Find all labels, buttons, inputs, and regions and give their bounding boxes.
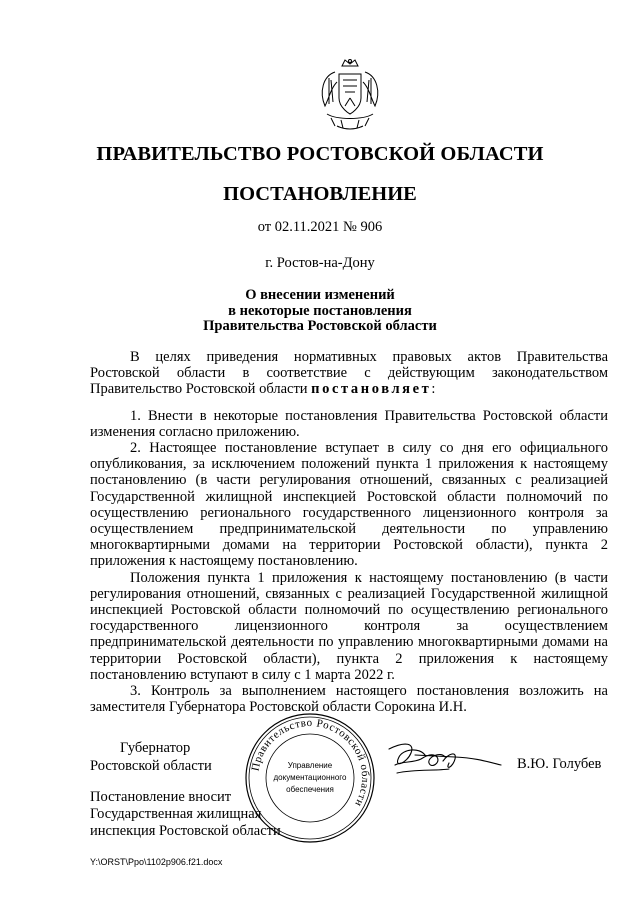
official-stamp [240, 708, 380, 848]
preamble-colon: : [431, 381, 436, 398]
stamp-center-text: Управление [287, 761, 333, 770]
file-path: Y:\ORST\Ppo\1102p906.f21.docx [90, 857, 223, 867]
city-line: г. Ростов-на-Дону [265, 255, 375, 271]
handwritten-signature [385, 735, 505, 785]
position-line: Ростовской области [90, 758, 212, 774]
preamble-text: В целях приведения нормативных правовых актов Правительства Ростовской области в соответствие с действующим законодательством Правительство Ростовской области [90, 349, 608, 398]
date-number: от 02.11.2021 № 906 [257, 219, 383, 235]
stamp-ring-text: Правительство Ростовской области [249, 716, 372, 809]
subject-line: О внесении изменений [245, 287, 395, 303]
item-3-paragraph: 3. Контроль за выполнением настоящего постановления возложить на заместителя Губернатора Ростовской области Сорокина И.Н. [90, 683, 608, 716]
org-title: ПРАВИТЕЛЬСТВО РОСТОВСКОЙ ОБЛАСТИ [96, 143, 544, 165]
signatory-position [90, 739, 212, 775]
coat-of-arms-icon [315, 58, 385, 130]
introducer-line: Постановление вносит [90, 789, 232, 805]
introducer-line: Государственная жилищная [90, 806, 262, 822]
subject-line: Правительства Ростовской области [203, 318, 437, 334]
doc-type-title: ПОСТАНОВЛЕНИЕ [223, 183, 417, 205]
item-2-continuation: Положения пункта 1 приложения к настоящему постановлению (в части регулирования отношений, связанных с реализацией Государственной жилищной инспекцией Ростовской области полномочий по осуществлению регионального государственного лицензионного контроля за осуществлением предпринимательской деятельности по управлению многоквартирными домами на территории Ростовской области), пункта 2 приложения к настоящему постановлению вступают в силу с 1 марта 2022 г. [90, 569, 608, 683]
introducer-line: инспекция Ростовской области [90, 823, 281, 839]
document-body [90, 349, 608, 715]
preamble-paragraph [90, 349, 608, 398]
document-subject [0, 288, 640, 335]
stamp-center-text: документационного [273, 773, 347, 782]
preamble-emphasis: постановляет [311, 381, 432, 398]
item-1-paragraph: 1. Внести в некоторые постановления Правительства Ростовской области изменения согласно приложению. [90, 407, 608, 440]
item-2-paragraph: 2. Настоящее постановление вступает в силу со дня его официального опубликования, за исключением положений пункта 1 приложения к настоящему постановлению (в части регулирования отношений, связанных с реализацией Государственной жилищной инспекцией Ростовской области полномочий по осуществлению регионального государственного лицензионного контроля за осуществлением предпринимательской деятельности по управлению многоквартирными домами на территории Ростовской области), пункта 2 приложения к настоящему постановлению. [90, 440, 608, 570]
signatory-name: В.Ю. Голубев [517, 756, 602, 772]
stamp-center-text: обеспечения [286, 785, 334, 794]
position-line: Губернатор [120, 740, 191, 756]
subject-line: в некоторые постановления [228, 302, 412, 319]
